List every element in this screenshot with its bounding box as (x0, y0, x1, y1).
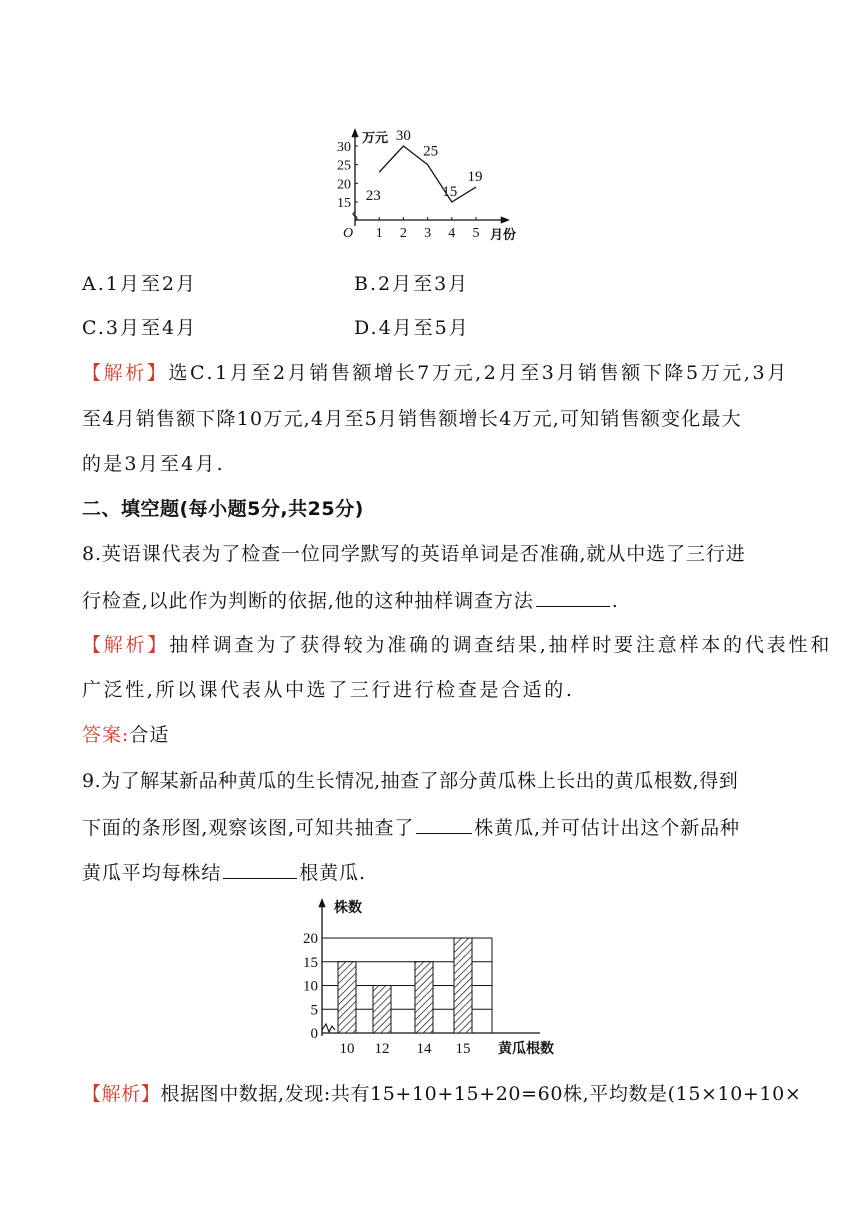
q8-answer (82, 722, 169, 748)
answer-label: 答案: (82, 724, 130, 746)
y-tick-label: 20 (303, 931, 318, 947)
q9-line-1: 9.为了解某新品种黄瓜的生长情况,抽查了部分黄瓜株上长出的黄瓜根数,得到 (82, 770, 739, 792)
x-axis-label: 黄瓜根数 (498, 1041, 554, 1057)
y-tick-label: 25 (337, 158, 351, 174)
option-b: B.2月至3月 (354, 273, 470, 295)
y-tick-label: 0 (310, 1026, 318, 1042)
q8-analysis-line-1: 【解析】抽样调查为了获得较为准确的调查结果,抽样时要注意样本的代表性和 (82, 634, 833, 656)
q7-analysis-line-1: 【解析】选C.1月至2月销售额增长7万元,2月至3月销售额下降5万元,3月 (82, 362, 789, 384)
q7-analysis-line-3: 的是3月至4月. (82, 453, 225, 475)
bar (338, 962, 356, 1033)
x-tick-label: 3 (424, 226, 432, 241)
data-label: 15 (442, 184, 458, 200)
x-tick-label: 4 (448, 226, 456, 241)
analysis-tag: 【解析】 (82, 362, 169, 384)
q8-line-2: 行检查,以此作为判断的依据,他的这种抽样调查方法 . (82, 586, 619, 614)
axis-break-mark (322, 1024, 335, 1032)
x-tick-label: 1 (375, 226, 383, 241)
option-c: C.3月至4月 (82, 317, 198, 339)
analysis-tag: 【解析】 (82, 1083, 161, 1105)
analysis-tag: 【解析】 (82, 634, 170, 656)
y-unit-label: 万元 (362, 131, 389, 146)
section-heading: 二、填空题(每小题5分,共25分) (82, 498, 364, 520)
q8-analysis-line-2: 广泛性,所以课代表从中选了三行进行检查是合适的. (82, 679, 575, 701)
q9-analysis-line: 【解析】根据图中数据,发现:共有15+10+15+20=60株,平均数是(15×10+10× (82, 1083, 802, 1105)
answer-blank (223, 858, 297, 879)
sales-line-chart (0, 0, 860, 250)
q7-analysis-line-2: 至4月销售额下降10万元,4月至5月销售额增长4万元,可知销售额变化最大 (82, 408, 742, 430)
answer-blank (536, 586, 610, 607)
y-tick-label: 15 (303, 954, 318, 971)
x-tick-label: 12 (374, 1041, 390, 1057)
q9-line-2: 下面的条形图,观察该图,可知共抽查了 株黄瓜,并可估计出这个新品种 (82, 813, 740, 841)
bar (415, 962, 433, 1033)
answer-blank (416, 813, 472, 834)
x-tick-label: 14 (416, 1041, 432, 1057)
option-a: A.1月至2月 (82, 273, 197, 295)
q9-line-3: 黄瓜平均每株结 根黄瓜. (82, 858, 366, 886)
bar (454, 938, 472, 1033)
y-tick-label: 30 (337, 140, 351, 155)
x-tick-label: 2 (399, 226, 407, 241)
data-label: 30 (395, 128, 411, 144)
cucumber-bar-chart (0, 890, 860, 1070)
x-tick-label: 10 (339, 1041, 355, 1057)
y-axis-label: 株数 (334, 900, 362, 916)
option-d: D.4月至5月 (354, 317, 470, 339)
y-tick-label: 20 (337, 177, 351, 193)
x-tick-label: 15 (455, 1041, 471, 1057)
y-tick-label: 10 (303, 978, 318, 995)
x-tick-label: 5 (472, 226, 480, 241)
x-axis-label: 月份 (490, 228, 517, 243)
data-label: 25 (423, 143, 439, 160)
y-tick-label: 15 (337, 196, 351, 211)
data-label: 19 (467, 169, 483, 186)
bar (373, 986, 391, 1034)
y-tick-label: 5 (310, 1002, 318, 1019)
origin-label: O (343, 226, 354, 241)
q8-line-1: 8.英语课代表为了检查一位同学默写的英语单词是否准确,就从中选了三行进 (82, 543, 746, 565)
data-label: 23 (365, 188, 381, 205)
answer-value: 合适 (129, 724, 170, 746)
